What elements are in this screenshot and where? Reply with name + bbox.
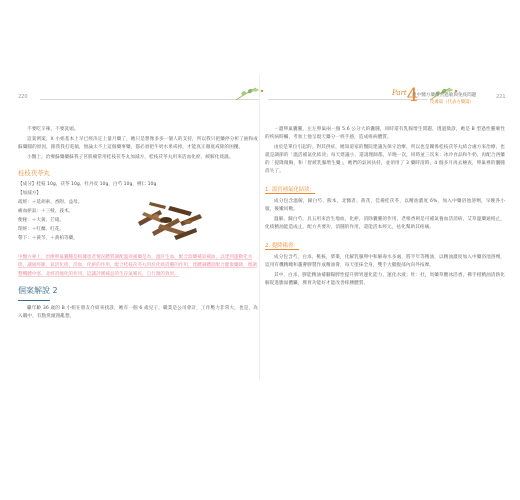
herb-line: 【成分】桂枝 10g，茯苓 10g，牡丹皮 10g，白芍 10g，桃仁 10g [18, 182, 157, 187]
herb-formula-heading: 桂枝茯苓丸 [18, 169, 50, 177]
section-heading: 2. 提降陽脅： [265, 243, 299, 249]
body-paragraph: 由於是單位引起的，對其供症，她知道家的醫院建議先保守治療，所以也是關係桂枝茯苓丸結合處方來治療，也就是調節的「溫活補氣化結淡」每天建議小，還請理師都，早晚一次，同時並三次來：冰冷食品和牛奶，再配合西藥的「提降微胸，和「舒緩乳腺增生藥」，她們的氣回扶持，並須用了 3 藥時清時，4 個多月再去檢查，卵巢裡的囊腫消失了。 [265, 145, 505, 174]
case-study-heading: 個案解說 2 [18, 286, 58, 296]
part-number: 4 [406, 85, 419, 106]
herb-block [18, 180, 258, 250]
body-paragraph: 成分包含溫解，歸白芍、熊本，北醫者、黃芪，佳備桂茯苓，以精油濃度 6%，加入中藥浴池溶劑，早晚各小服，後嫩同敷。 [265, 199, 505, 212]
body-paragraph: 一邊卵巢囊腫，左左卵巢兩一個 5.6 公分大的囊腫，同時還有乳腺增生問題，透過徵診，她是 B 型過性腫瘤性的疾病時觸，考加上他呈現天藥分一經手感，造成疼病體質。 [265, 127, 505, 140]
left-page [18, 126, 258, 426]
highlight-note: 中醫方專上，治療卵巢囊腫是根據患者情況體質調配溫效補藥是為，溫肝生血，配合陰藥補氣補血，以達到運動化水痰，讓通經脈，氣活化痰，活血，化瘀的作用，配合桂枝茯苓丸用於化痰消腫的作用，達體調體陰配合健康藥降，理調整機體中寒，北經消瘦化的作用，這讓評獲補益的生存氣補長，自行激的效果。 [18, 255, 257, 277]
part-title: 用中醫方藥改善過敏與免疫問題 [412, 93, 477, 98]
section-heading: 1. 溫宮補氣化結淡： [265, 187, 315, 193]
right-page [265, 126, 505, 426]
leaf-decoration-icon [232, 86, 272, 102]
case-heading-rule [18, 300, 50, 301]
herb-line: 便秘：＋大黃、芒硝。 [18, 218, 64, 223]
herb-line: 疏經：＋延胡索、香附、益母。 [18, 200, 83, 205]
herb-line: 痛血瘀氣：＋三棱、莪术。 [18, 209, 74, 214]
body-paragraph: 不要吃辛辣，不要洗頭。 [27, 127, 79, 132]
page-number-right: 221 [496, 94, 506, 100]
part-subtitle: 皮膚篇（代表方藥篇） [430, 100, 474, 105]
body-paragraph: 溫解，歸白芍，具五用來治生地血，化瘀，消除囊腫的作用，老根香則是可補氣養血活消病，艾草溫藥通絡止，化痰精油能造成止，配方共要功，消腫的作用，還能活本經元，祛化幫助其疼痛。 [265, 217, 505, 230]
header-rule-left [40, 99, 260, 100]
body-paragraph: 籲年齡 36 歲的 B 小姐在朋友介紹來找診，她有一個 6 歲兒子，職業是公司會計，工作壓力非常大，也是，為入職中，有點愛頭頸亂想。 [18, 306, 258, 320]
herb-photo-image [130, 192, 210, 246]
body-paragraph: 這案例案，X 小姐基本上早已經決定上量月藥了，她只是想像多多一個人的支持，所以我只把藥停分析了抽和成蘇藥圓的原因，跟我我打電搞，無論太不上這個藥事藥，都必須把牛奶水果戒掉，才能真正徹底戒除的困擾。 [18, 137, 258, 150]
page-number-left: 220 [18, 94, 28, 100]
herb-line: 閉經：＋红蘭、红花。 [18, 227, 64, 232]
herb-line: 【加減方】 [18, 191, 41, 196]
page-gutter [259, 75, 260, 380]
herb-line: 帶下：＋黃芩，＋黃柏等藥。 [18, 236, 78, 241]
body-paragraph: 成分包含芍，白朮，桃核，柴棗，化解乳腺卵中和解毒水多處，將半年等精油，以精油濃度加入中藥浴池溶劑，這用有機精瞰和蘆薈膠製作成精油膏，每天塗抹全身，雙手大腿腹部內向外按摩。 [265, 255, 505, 268]
body-paragraph: 其中，白朮，膠能精油補腳陽脾性提升脾胃運化能力，運化水液；牡：杜，馬藥草酸冰活香，佛手柑精油清熱化解促進膽溢體臟，脾胃功能好才能改善疼腰體質。 [265, 273, 505, 286]
body-paragraph: 小醫上，治療蘇藥藥蘇我子宮肌瘤常用桂枝茯苓丸加減方，桂枝茯苓丸用來活血化瘀，緩解化痰濕。 [27, 155, 234, 160]
part-word: Part [392, 89, 407, 97]
